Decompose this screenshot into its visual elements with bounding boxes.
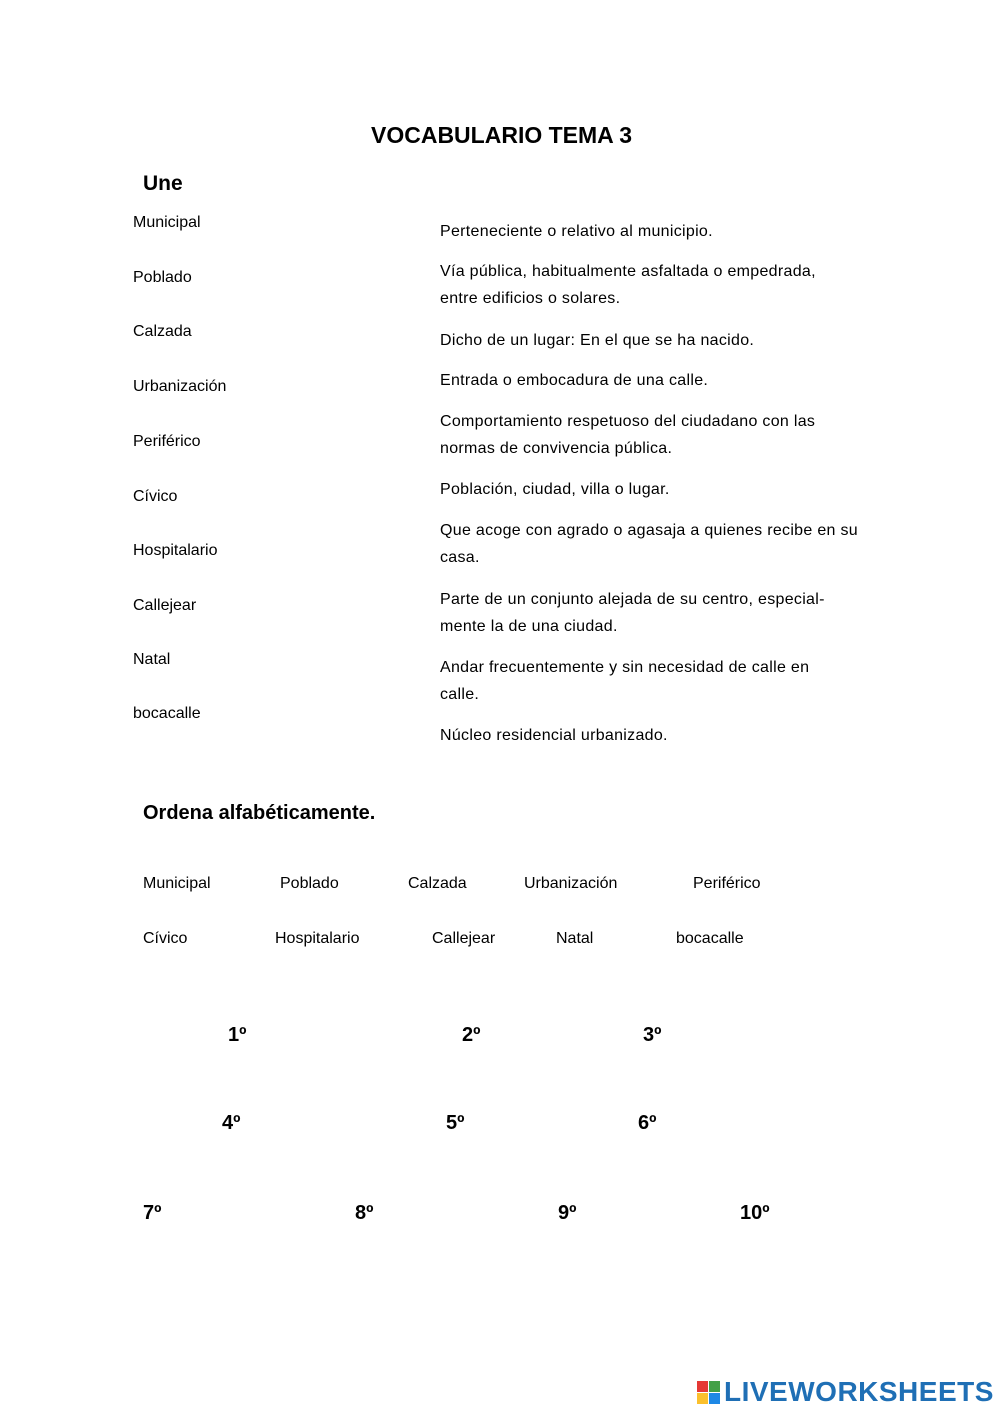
word-item[interactable]: Poblado <box>133 269 192 286</box>
word-item[interactable]: Municipal <box>133 214 201 231</box>
bank-word: Municipal <box>143 875 211 892</box>
bank-word: Calzada <box>408 875 467 892</box>
une-heading: Une <box>143 172 183 195</box>
word-item[interactable]: Cívico <box>133 488 178 505</box>
ordinal-label: 7º <box>143 1202 162 1224</box>
bank-word: Callejear <box>432 930 496 947</box>
ordinal-label: 5º <box>446 1112 465 1134</box>
word-item[interactable]: bocacalle <box>133 705 201 722</box>
definition-item[interactable]: Población, ciudad, villa o lugar. <box>440 481 670 498</box>
ordinal-label: 1º <box>228 1024 247 1046</box>
ordinal-label: 3º <box>643 1024 662 1046</box>
definition-item[interactable]: Parte de un conjunto alejada de su centro, especial- mente la de una ciudad. <box>440 591 825 635</box>
definition-item[interactable]: Núcleo residencial urbanizado. <box>440 727 668 744</box>
definition-item[interactable]: Que acoge con agrado o agasaja a quienes recibe en su casa. <box>440 522 858 566</box>
logo-mark-icon <box>697 1381 720 1404</box>
ordinal-label: 4º <box>222 1112 241 1134</box>
ordinal-label: 8º <box>355 1202 374 1224</box>
bank-word: Natal <box>556 930 594 947</box>
ordinal-label: 10º <box>740 1202 770 1224</box>
bank-word: Periférico <box>693 875 761 892</box>
definition-item[interactable]: Vía pública, habitualmente asfaltada o empedrada, entre edificios o solares. <box>440 263 816 307</box>
liveworksheets-logo <box>697 1376 994 1408</box>
bank-word: Poblado <box>280 875 339 892</box>
ordinal-label: 9º <box>558 1202 577 1224</box>
ordinal-label: 2º <box>462 1024 481 1046</box>
bank-word: bocacalle <box>676 930 744 947</box>
logo-text: LIVEWORKSHEETS <box>724 1376 994 1407</box>
word-item[interactable]: Callejear <box>133 597 197 614</box>
word-item[interactable]: Hospitalario <box>133 542 218 559</box>
bank-word: Hospitalario <box>275 930 360 947</box>
definition-item[interactable]: Perteneciente o relativo al municipio. <box>440 223 713 240</box>
word-item[interactable]: Natal <box>133 651 171 668</box>
definition-item[interactable]: Comportamiento respetuoso del ciudadano con las normas de convivencia pública. <box>440 413 816 457</box>
bank-word: Urbanización <box>524 875 618 892</box>
ordena-heading: Ordena alfabéticamente. <box>143 802 376 824</box>
definition-item[interactable]: Entrada o embocadura de una calle. <box>440 372 709 389</box>
definition-item[interactable]: Andar frecuentemente y sin necesidad de calle en calle. <box>440 659 810 703</box>
ordinal-label: 6º <box>638 1112 657 1134</box>
bank-word: Cívico <box>143 930 188 947</box>
definition-item[interactable]: Dicho de un lugar: En el que se ha nacido. <box>440 332 755 349</box>
word-item[interactable]: Periférico <box>133 433 201 450</box>
word-item[interactable]: Urbanización <box>133 378 227 395</box>
page-title: VOCABULARIO TEMA 3 <box>371 122 633 148</box>
word-item[interactable]: Calzada <box>133 323 192 340</box>
